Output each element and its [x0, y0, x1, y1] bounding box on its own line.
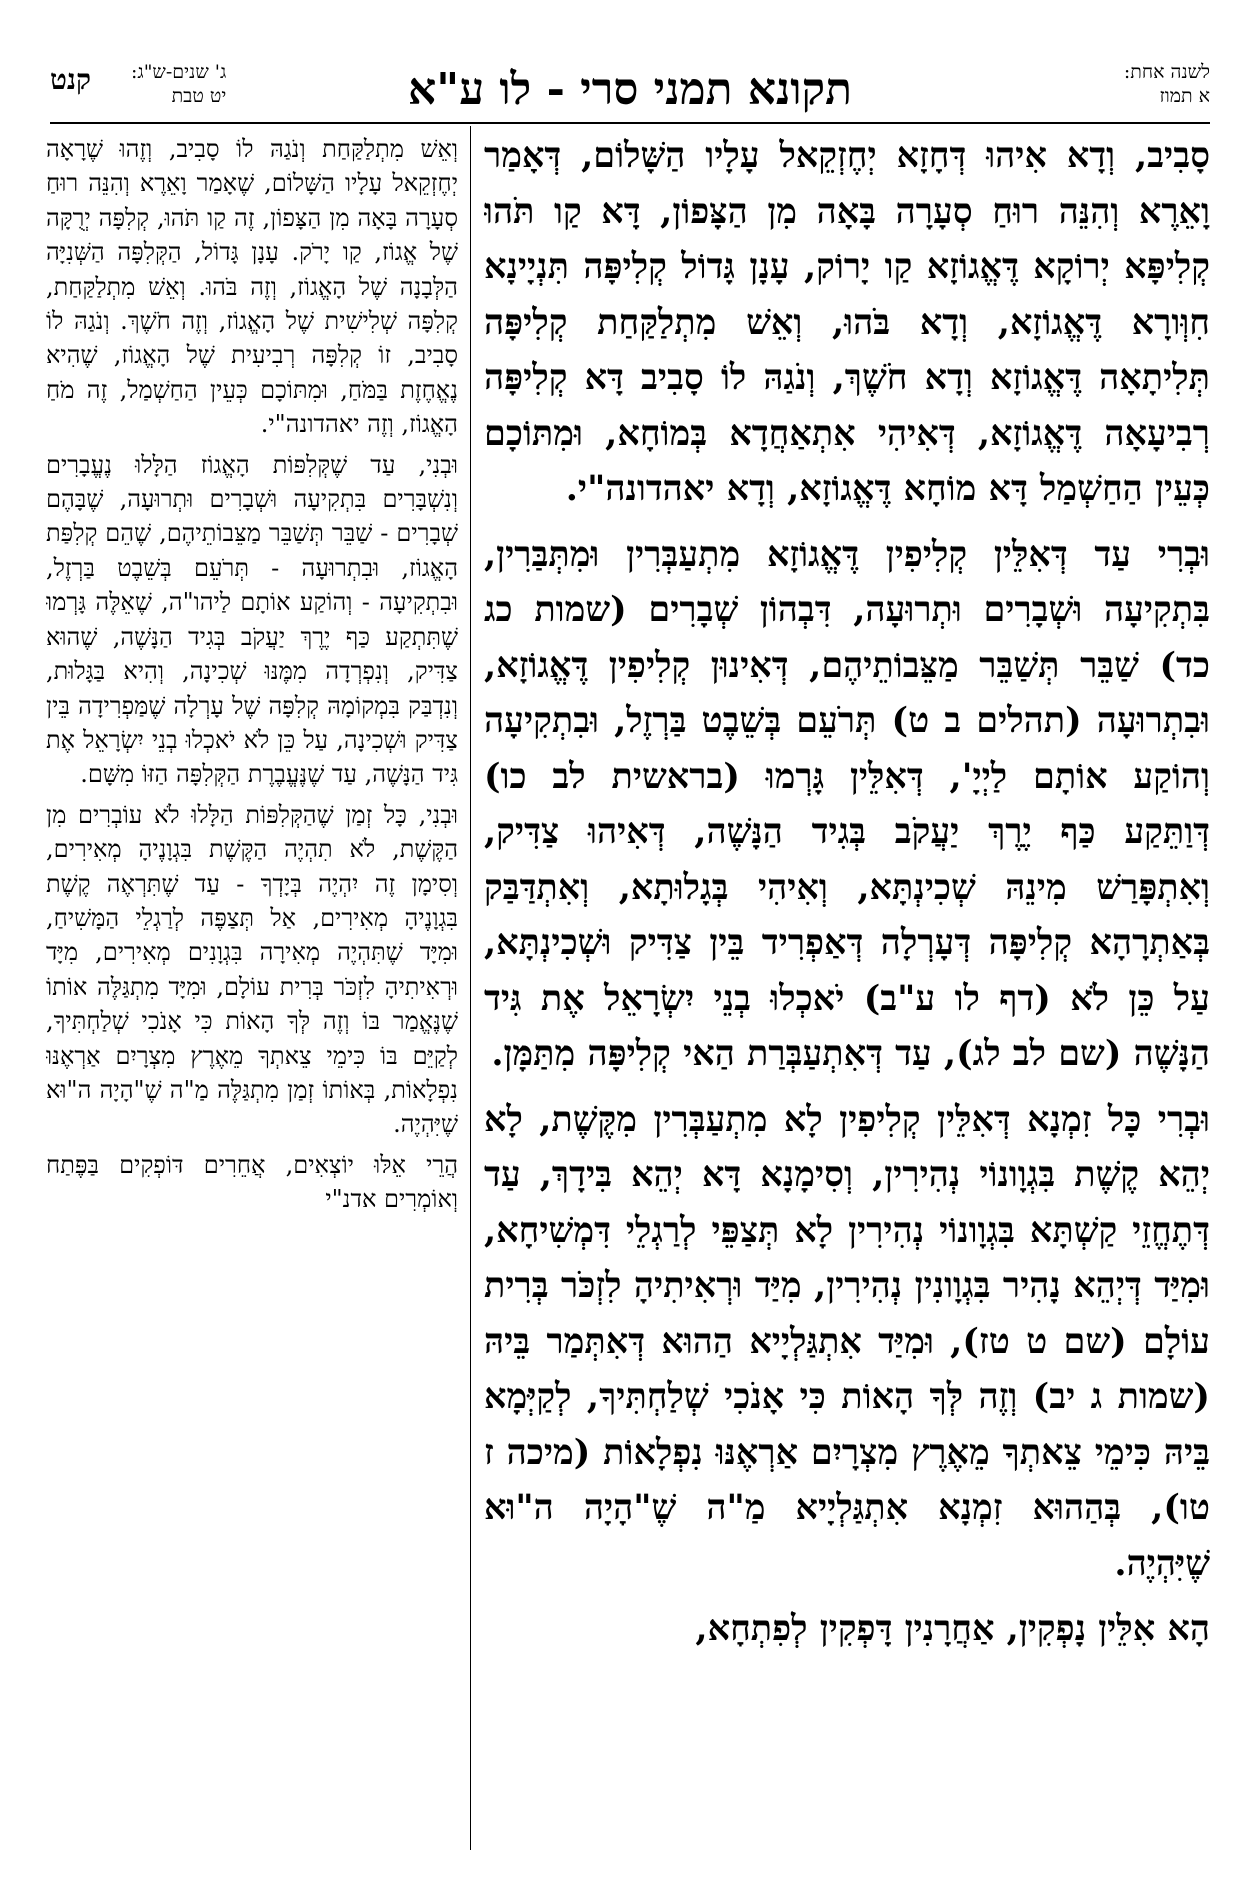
header-divider [50, 122, 1210, 124]
header-three-years-dates [131, 60, 226, 108]
header-one-year-label: לשנה אחת: [1123, 61, 1210, 83]
translation-paragraph: וּבְנִי, עַד שֶׁקְּלִפּוֹת הָאֱגוֹז הַלָּלוּ נֶעֱבָרִים וְנִשְׁבָּרִים בִּתְקִיעָה וּשְׁבָרִים וּתְרוּעָה, שֶׁבָּהֶם שְׁבָרִים - שַׁבֵּר תְּשַׁבֵּר מַצֵּבוֹתֵיהֶם, שֶׁהֵם קְלִפַּת הָאֱגוֹז, וּבִתְרוּעָה - תְּרֹעֵם בְּשֵׁבֶט בַּרְזֶל, וּבִתְקִיעָה - וְהוֹקַע אוֹתָם לַיהו"ה, שֶׁאֵלֶּה גָּרְמוּ שֶׁתִּתְקַע כַּף יֶרֶךְ יַעֲקֹב בְּגִיד הַנָּשֶׁה, שֶׁהוּא צַדִּיק, וְנִפְרְדָה מִמֶּנּוּ שְׁכִינָה, וְהִיא בַּגָּלוּת, וְנִדְבַּק בִּמְקוֹמָהּ קְלִפָּה שֶׁל עָרְלָה שֶׁמַּפְרִידָה בֵּין צַדִּיק וּשְׁכִינָה, עַל כֵּן לֹא יֹאכְלוּ בְנֵי יִשְׂרָאֵל אֶת גִּיד הַנָּשֶׁה, עַד שֶׁנֶּעֱבֶרֶת הַקְּלִפָּה הַזּוֹ מִשָּׁם. [46, 450, 458, 789]
header-schedule-three-years [50, 60, 226, 108]
translation-paragraph: וּבְנִי, כָּל זְמַן שֶׁהַקְּלִפּוֹת הַלָּלוּ לֹא עוֹבְרִים מִן הַקֶּשֶׁת, לֹא תִהְיֶה הַקֶּשֶׁת בִּגְוָנֶיהָ מְאִירִים, וְסִימָן זֶה יִהְיֶה בְּיָדְךָ - עַד שֶׁתִּרְאֶה קֶשֶׁת בִּגְוָנֶיהָ מְאִירִים, אַל תְּצַפֶּה לְרַגְלֵי הַמָּשִׁיחַ, וּמִיָּד שֶׁתִּהְיֶה מְאִירָה בִּגְוָנִים מְאִירִים, מִיָּד וּרְאִיתִיהָ לִזְכֹּר בְּרִית עוֹלָם, וּמִיָּד מִתְגַּלֶּה אוֹתוֹ שֶׁנֶּאֱמַר בּוֹ וְזֶה לְּךָ הָאוֹת כִּי אָנֹכִי שְׁלַחְתִּיךָ, לְקַיֵּם בּוֹ כִּימֵי צֵאתְךָ מֵאֶרֶץ מִצְרָיִם אַרְאֶנּוּ נִפְלָאוֹת, בְּאוֹתוֹ זְמַן מִתְגַּלֶּה מַ"ה שֶׁ"הָיָה ה"וּא שֶׁיִּהְיֶה. [46, 800, 458, 1139]
main-paragraph: וּבְרִי עַד דְּאִלֵּין קְלִיפִין דֶּאֱגוֹזָא מִתְעַבְּרִין וּמִתְּבַּרִין, בִּתְקִיעָה וּשְׁבָרִים וּתְרוּעָה, דִּבְהוֹן שְׁבָרִים (שמות כג כד) שַׁבֵּר תְּשַׁבֵּר מַצֵּבוֹתֵיהֶם, דְּאִינוּן קְלִיפִין דֶּאֱגוֹזָא, וּבִתְרוּעָה (תהלים ב ט) תְּרֹעֵם בְּשֵׁבֶט בַּרְזֶל, וּבִתְקִיעָה וְהוֹקַע אוֹתָם לַיְיָ', דְּאִלֵּין גָּרְמוּ (בראשית לב כו) דְּוַתֵּקַע כַּף יֶרֶךְ יַעֲקֹב בְּגִיד הַנָּשֶׁה, דְּאִיהוּ צַדִּיק, וְאִתְפָּרַשׁ מִינֵהּ שְׁכִינְתָּא, וְאִיהִי בְּגָלוּתָא, וְאִתְדַּבַּק בְּאַתְרָהָא קְלִיפָּה דְּעָרְלָה דְּאַפְרִיד בֵּין צַדִּיק וּשְׁכִינְתָּא, עַל כֵּן לֹא (דף לו ע"ב) יֹאכְלוּ בְנֵי יִשְׂרָאֵל אֶת גִּיד הַנָּשֶׁה (שם לב לג), עַד דְּאִתְעַבְּרַת הַאי קְלִיפָּה מִתַּמָּן. [484, 533, 1210, 1074]
page-title: תקונא תמני סרי - לו ע"א [408, 64, 852, 115]
translation-paragraph: הֲרֵי אֵלּוּ יוֹצְאִים, אֲחֵרִים דּוֹפְקִים בַּפֶּתַח וְאוֹמְרִים אדנ"י [46, 1150, 458, 1214]
main-paragraph: סָבִיב, וְדָא אִיהוּ דְּחָזָא יְחֶזְקֵאל עָלָיו הַשָּׁלוֹם, דְּאָמַר וָאֵרֶא וְהִנֵּה רוּחַ סְעָרָה בָּאָה מִן הַצָּפוֹן, דָּא קַו תֹּהוּ קְלִיפָּא יְרוֹקָא דֶּאֱגוֹזָא קַו יָרוֹק, עָנָן גָּדוֹל קְלִיפָּה תִּנְיָינָא חִוְּורָא דֶּאֱגוֹזָא, וְדָא בֹּהוּ, וְאֵשׁ מִתְלַקַּחַת קְלִיפָּה תְּלִיתָאָה דֶּאֱגוֹזָא וְדָא חֹשֶׁךְ, וְנֹגַהּ לוֹ סָבִיב דָּא קְלִיפָּה רְבִיעָאָה דֶּאֱגוֹזָא, דְּאִיהִי אִתְאַחֲדָא בְּמוֹחָא, וּמִתּוֹכָם כְּעֵין הַחַשְׁמַל דָּא מוֹחָא דֶּאֱגוֹזָא, וְדָא יאהדונה"י. [484, 135, 1210, 509]
main-paragraph: וּבְרִי כָּל זִמְנָא דְּאִלֵּין קְלִיפִין לָא מִתְעַבְּרִין מִקֶּשֶׁת, לָא יְהֵא קֶשֶׁת בִּגְוָונוֹי נְהִירִין, וְסִימָנָא דָּא יְהֵא בִּידָךְ, עַד דְּתֶחֱזֵי קַשְׁתָּא בִּגְוָונוֹי נְהִירִין לָא תְּצַפֵּי לְרַגְלֵי דִּמְשִׁיחָא, וּמִיַּד דְּיְהֵא נָהִיר בִּגְוָונִין נְהִירִין, מִיַּד וּרְאִיתִיהָ לִזְכֹּר בְּרִית עוֹלָם (שם ט טז), וּמִיַּד אִתְגַּלְיָיא הַהוּא דְּאִתְּמַר בֵּיהּ (שמות ג יב) וְזֶה לְּךָ הָאוֹת כִּי אָנֹכִי שְׁלַחְתִּיךָ, לְקַיְּמָא בֵּיהּ כִּימֵי צֵאתְךָ מֵאֶרֶץ מִצְרָיִם אַרְאֶנּוּ נִפְלָאוֹת (מיכה ז טו), בְּהַהוּא זִמְנָא אִתְגַּלְיָיא מַ"ה שֶׁ"הָיָה ה"וּא שֶׁיִּהְיֶה. [484, 1098, 1210, 1584]
translation-paragraph: וְאֵשׁ מִתְלַקַּחַת וְנֹגַהּ לוֹ סָבִיב, וְזֶהוּ שֶׁרָאָה יְחֶזְקֵאל עָלָיו הַשָּׁלוֹם, שֶׁאָמַר וָאֵרֶא וְהִנֵּה רוּחַ סְעָרָה בָּאָה מִן הַצָּפוֹן, זֶה קַו תֹּהוּ, קְלִפָּה יְרֻקָּה שֶׁל אֱגוֹז, קַו יָרֹק. עָנָן גָּדוֹל, הַקְּלִפָּה הַשְּׁנִיָּה הַלְּבָנָה שֶׁל הָאֱגוֹז, וְזֶה בֹּהוּ. וְאֵשׁ מִתְלַקַּחַת, קְלִפָּה שְׁלִישִׁית שֶׁל הָאֱגוֹז, וְזֶה חֹשֶׁךְ. וְנֹגַהּ לוֹ סָבִיב, זוֹ קְלִפָּה רְבִיעִית שֶׁל הָאֱגוֹז, שֶׁהִיא נֶאֱחֶזֶת בַּמֹּחַ, וּמִתּוֹכָם כְּעֵין הַחַשְׁמַל, זֶה מֹחַ הָאֱגוֹז, וְזֶה יאהדונה"י. [46, 135, 458, 439]
page-header [50, 60, 1210, 120]
header-three-years-date: יט טבת [171, 85, 227, 107]
main-paragraph: הָא אִלֵּין נָפְקִין, אַחֲרָנִין דָּפְקִין לְפִתְחָא, [695, 1608, 1210, 1649]
header-three-years-label: ג' שנים-ש"ג: [131, 61, 227, 83]
page-number: קנט [50, 63, 92, 96]
column-divider [470, 126, 471, 1850]
header-one-year-date: א תמוז [1159, 85, 1210, 107]
main-text-column [484, 128, 1210, 1868]
translation-column [46, 132, 458, 1862]
